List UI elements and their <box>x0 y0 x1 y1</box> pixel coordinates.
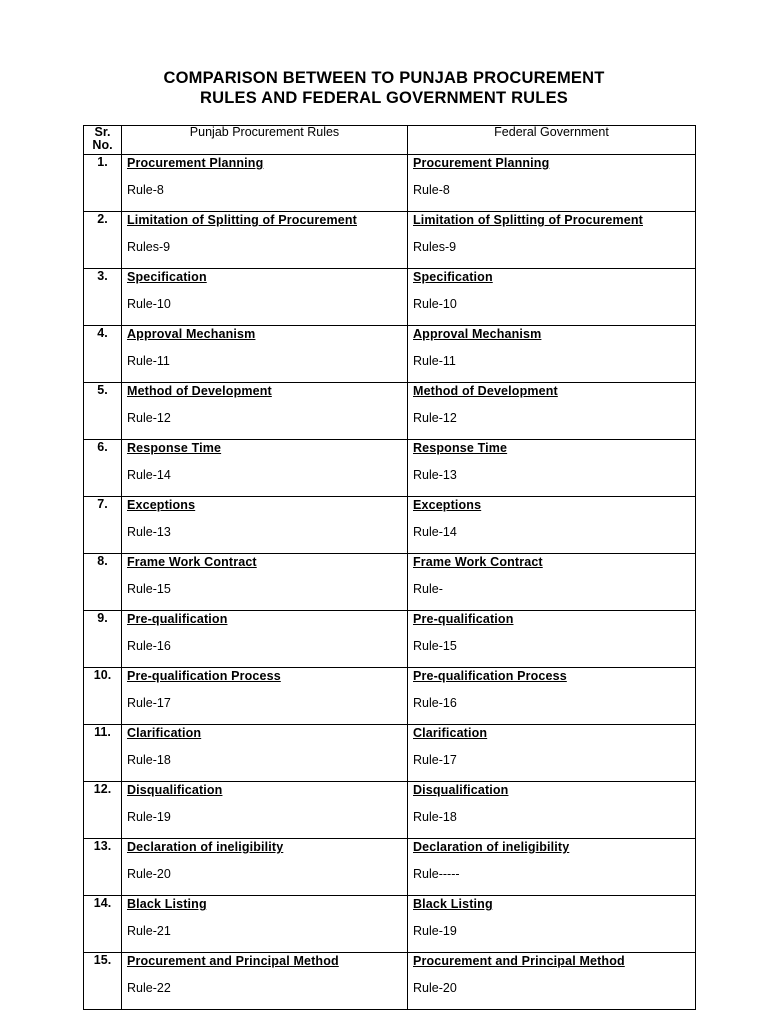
row-sr-no: 11. <box>84 725 122 782</box>
punjab-cell <box>122 611 408 668</box>
federal-rule-number: Rule----- <box>413 867 460 881</box>
punjab-cell <box>122 554 408 611</box>
punjab-rule-title: Procurement and Principal Method <box>127 954 339 968</box>
federal-rule-number: Rule-14 <box>413 525 457 539</box>
table-row <box>84 725 696 782</box>
punjab-cell <box>122 212 408 269</box>
federal-rule-number: Rules-9 <box>413 240 457 254</box>
federal-rule-number: Rule-12 <box>413 411 457 425</box>
federal-rule-title: Clarification <box>413 726 488 740</box>
federal-cell <box>408 668 696 725</box>
federal-cell <box>408 155 696 212</box>
punjab-rule-number: Rule-12 <box>127 411 171 425</box>
federal-cell <box>408 440 696 497</box>
comparison-table <box>83 125 696 1010</box>
row-sr-no: 4. <box>84 326 122 383</box>
punjab-rule-title: Disqualification <box>127 783 223 797</box>
row-sr-no: 5. <box>84 383 122 440</box>
federal-rule-title: Method of Development <box>413 384 558 398</box>
title-line-2: RULES AND FEDERAL GOVERNMENT RULES <box>200 89 568 107</box>
punjab-cell <box>122 896 408 953</box>
table-row <box>84 269 696 326</box>
document-title <box>0 68 768 108</box>
federal-rule-title: Pre-qualification Process <box>413 669 567 683</box>
federal-rule-title: Frame Work Contract <box>413 555 543 569</box>
row-sr-no: 10. <box>84 668 122 725</box>
punjab-rule-title: Limitation of Splitting of Procurement <box>127 213 357 227</box>
table-row <box>84 668 696 725</box>
punjab-rule-number: Rule-21 <box>127 924 171 938</box>
row-sr-no: 14. <box>84 896 122 953</box>
table-row <box>84 326 696 383</box>
row-sr-no: 8. <box>84 554 122 611</box>
punjab-cell <box>122 668 408 725</box>
punjab-rule-title: Pre-qualification <box>127 612 228 626</box>
punjab-cell <box>122 839 408 896</box>
row-sr-no: 12. <box>84 782 122 839</box>
table-row <box>84 611 696 668</box>
federal-rule-title: Limitation of Splitting of Procurement <box>413 213 643 227</box>
punjab-rule-number: Rule-19 <box>127 810 171 824</box>
row-sr-no: 3. <box>84 269 122 326</box>
punjab-rule-number: Rule-15 <box>127 582 171 596</box>
federal-cell <box>408 725 696 782</box>
federal-rule-number: Rule-8 <box>413 183 450 197</box>
federal-cell <box>408 953 696 1010</box>
federal-rule-number: Rule-19 <box>413 924 457 938</box>
punjab-rule-title: Method of Development <box>127 384 272 398</box>
federal-rule-title: Exceptions <box>413 498 482 512</box>
table-row <box>84 782 696 839</box>
punjab-rule-title: Approval Mechanism <box>127 327 256 341</box>
federal-cell <box>408 497 696 554</box>
title-line-1: COMPARISON BETWEEN TO PUNJAB PROCUREMENT <box>163 69 605 87</box>
punjab-cell <box>122 782 408 839</box>
punjab-rule-number: Rule-13 <box>127 525 171 539</box>
federal-rule-number: Rule-18 <box>413 810 457 824</box>
punjab-rule-title: Frame Work Contract <box>127 555 257 569</box>
federal-rule-number: Rule-10 <box>413 297 457 311</box>
punjab-rule-number: Rule-22 <box>127 981 171 995</box>
punjab-cell <box>122 953 408 1010</box>
punjab-rule-title: Response Time <box>127 441 222 455</box>
punjab-rule-number: Rule-10 <box>127 297 171 311</box>
table-body <box>84 155 696 1010</box>
punjab-rule-number: Rules-9 <box>127 240 171 254</box>
federal-rule-number: Rule-13 <box>413 468 457 482</box>
punjab-cell <box>122 269 408 326</box>
table-row <box>84 953 696 1010</box>
punjab-rule-title: Black Listing <box>127 897 207 911</box>
table-row <box>84 155 696 212</box>
header-federal: Federal Government <box>408 126 696 155</box>
header-sr-no: Sr. No. <box>84 126 122 155</box>
federal-rule-number: Rule-15 <box>413 639 457 653</box>
federal-rule-title: Declaration of ineligibility <box>413 840 570 854</box>
federal-rule-number: Rule-20 <box>413 981 457 995</box>
punjab-cell <box>122 725 408 782</box>
row-sr-no: 1. <box>84 155 122 212</box>
punjab-cell <box>122 497 408 554</box>
table-row <box>84 440 696 497</box>
federal-cell <box>408 782 696 839</box>
table-row <box>84 554 696 611</box>
punjab-cell <box>122 383 408 440</box>
federal-rule-number: Rule-17 <box>413 753 457 767</box>
federal-rule-number: Rule-16 <box>413 696 457 710</box>
table-row <box>84 839 696 896</box>
federal-cell <box>408 383 696 440</box>
table-row <box>84 212 696 269</box>
federal-rule-title: Disqualification <box>413 783 509 797</box>
row-sr-no: 13. <box>84 839 122 896</box>
punjab-rule-number: Rule-17 <box>127 696 171 710</box>
federal-rule-title: Procurement Planning <box>413 156 550 170</box>
punjab-rule-number: Rule-20 <box>127 867 171 881</box>
header-punjab: Punjab Procurement Rules <box>122 126 408 155</box>
punjab-rule-number: Rule-8 <box>127 183 164 197</box>
punjab-rule-title: Declaration of ineligibility <box>127 840 284 854</box>
federal-rule-title: Pre-qualification <box>413 612 514 626</box>
row-sr-no: 2. <box>84 212 122 269</box>
federal-rule-number: Rule- <box>413 582 443 596</box>
punjab-rule-number: Rule-16 <box>127 639 171 653</box>
table-row <box>84 896 696 953</box>
federal-cell <box>408 554 696 611</box>
row-sr-no: 7. <box>84 497 122 554</box>
federal-cell <box>408 212 696 269</box>
federal-rule-title: Procurement and Principal Method <box>413 954 625 968</box>
federal-cell <box>408 269 696 326</box>
punjab-cell <box>122 440 408 497</box>
federal-cell <box>408 611 696 668</box>
punjab-rule-title: Exceptions <box>127 498 196 512</box>
federal-rule-title: Black Listing <box>413 897 493 911</box>
federal-cell <box>408 326 696 383</box>
punjab-rule-number: Rule-11 <box>127 354 170 368</box>
punjab-cell <box>122 155 408 212</box>
punjab-cell <box>122 326 408 383</box>
table-row <box>84 383 696 440</box>
punjab-rule-title: Clarification <box>127 726 202 740</box>
table-header-row <box>84 126 696 155</box>
punjab-rule-number: Rule-14 <box>127 468 171 482</box>
row-sr-no: 6. <box>84 440 122 497</box>
row-sr-no: 15. <box>84 953 122 1010</box>
federal-rule-title: Approval Mechanism <box>413 327 542 341</box>
punjab-rule-title: Specification <box>127 270 207 284</box>
federal-rule-title: Response Time <box>413 441 508 455</box>
punjab-rule-title: Procurement Planning <box>127 156 264 170</box>
punjab-rule-title: Pre-qualification Process <box>127 669 281 683</box>
federal-cell <box>408 839 696 896</box>
federal-rule-number: Rule-11 <box>413 354 456 368</box>
federal-cell <box>408 896 696 953</box>
punjab-rule-number: Rule-18 <box>127 753 171 767</box>
table-row <box>84 497 696 554</box>
federal-rule-title: Specification <box>413 270 493 284</box>
row-sr-no: 9. <box>84 611 122 668</box>
